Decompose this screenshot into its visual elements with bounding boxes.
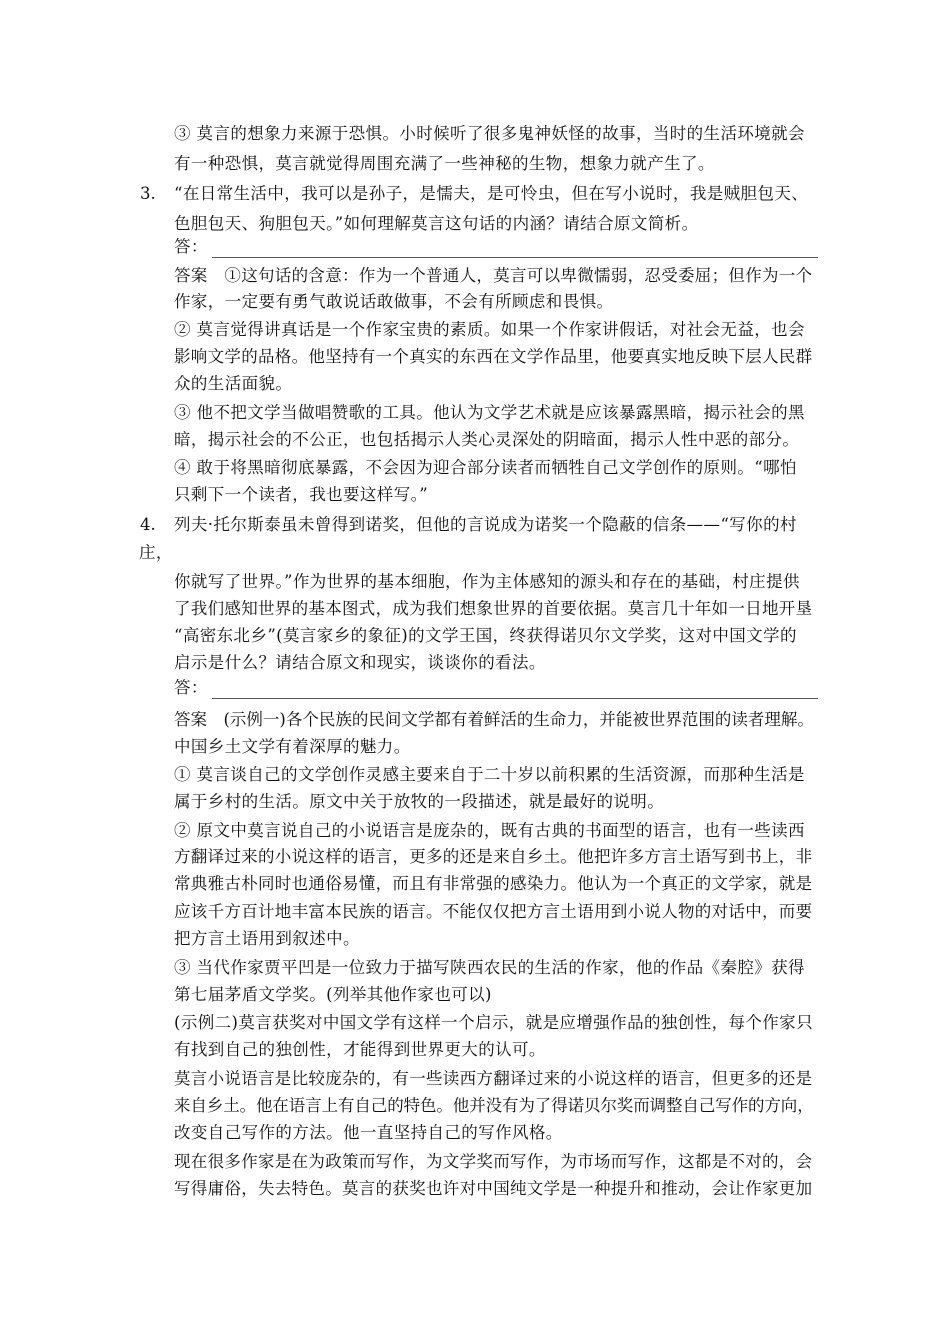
- question-4-line1: 列夫·托尔斯泰虽未曾得到诺奖，但他的言说成为诺奖一个隐蔽的信条——“写你的村: [174, 515, 797, 534]
- question-4-line4: “高密东北乡”(莫言家乡的象征)的文学王国，终获得诺贝尔文学奖，这对中国文学的: [174, 626, 797, 645]
- q3-answer-line: 影响文学的品格。他坚持有一个真实的东西在文学作品里，他要真实地反映下层人民群: [174, 347, 813, 366]
- q3-answer-line: 答案 ①这句话的含意：作为一个普通人，莫言可以卑微懦弱，忍受委屈；但作为一个: [174, 266, 813, 285]
- question-3-number: 3.: [140, 184, 156, 203]
- answer-prompt: 答：: [174, 678, 208, 697]
- question-4-line5: 启示是什么？请结合原文和现实，谈谈你的看法。: [174, 653, 546, 672]
- q4-answer-line: 有找到自己的独创性，才能得到世界更大的认可。: [174, 1040, 546, 1059]
- q4-answer-line: 常典雅古朴同时也通俗易懂，而且有非常强的感染力。他认为一个真正的文学家，就是: [174, 874, 813, 893]
- q4-answer-line: 把方言土语用到叙述中。: [174, 929, 360, 948]
- answer-blank-line: [212, 243, 818, 258]
- q4-answer-line: 方翻译过来的小说这样的语言，更多的还是来自乡土。他把许多方言土语写到书上，非: [174, 847, 813, 866]
- q4-answer-line: (示例二)莫言获奖对中国文学有这样一个启示，就是应增强作品的独创性，每个作家只: [174, 1013, 813, 1032]
- question-3-line2: 色胆包天、狗胆包天。”如何理解莫言这句话的内涵？请结合原文简析。: [174, 214, 699, 233]
- answer-blank-line: [212, 684, 818, 699]
- q4-answer-line: 来自乡土。他在语言上有自己的特色。他并没有为了得诺贝尔奖而调整自己写作的方向，: [174, 1096, 814, 1115]
- q4-answer-line: ③ 当代作家贾平凹是一位致力于描写陕西农民的生活的作家，他的作品《秦腔》获得: [174, 958, 805, 977]
- question-4-line2: 你就写了世界。”作为世界的基本细胞，作为主体感知的源头和存在的基础，村庄提供: [174, 572, 800, 591]
- question-4-number: 4.: [140, 515, 156, 534]
- q3-answer-line: ④ 敢于将黑暗彻底暴露，不会因为迎合部分读者而牺牲自己文学创作的原则。“哪怕: [174, 458, 797, 477]
- q4-answer-line: 莫言小说语言是比较庞杂的，有一些读西方翻译过来的小说这样的语言，但更多的还是: [174, 1069, 813, 1088]
- question-3-answer-field[interactable]: [174, 236, 818, 258]
- q3-answer-line: 只剩下一个读者，我也要这样写。”: [174, 485, 429, 504]
- q2-point3-line2: 有一种恐惧，莫言就觉得周围充满了一些神秘的生物，想象力就产生了。: [174, 154, 715, 173]
- q2-point3-line1: ③ 莫言的想象力来源于恐惧。小时候听了很多鬼神妖怪的故事，当时的生活环境就会: [174, 124, 805, 143]
- question-4-answer-field[interactable]: [174, 677, 818, 699]
- q4-answer-line: 应该千方百计地丰富本民族的语言。不能仅仅把方言土语用到小说人物的对话中，而要: [174, 902, 813, 921]
- q3-answer-line: ③ 他不把文学当做唱赞歌的工具。他认为文学艺术就是应该暴露黑暗，揭示社会的黑: [174, 403, 805, 422]
- q4-answer-line: ① 莫言谈自己的文学创作灵感主要来自于二十岁以前积累的生活资源，而那种生活是: [174, 765, 805, 784]
- q3-answer-line: 作家，一定要有勇气敢说话敢做事，不会有所顾虑和畏惧。: [174, 292, 614, 311]
- question-4-line3: 了我们感知世界的基本图式，成为我们想象世界的首要依据。莫言几十年如一日地开垦: [174, 599, 813, 618]
- q4-answer-line: 写得庸俗，失去特色。莫言的获奖也许对中国纯文学是一种提升和推动，会让作家更加: [174, 1179, 813, 1198]
- q4-answer-line: ② 原文中莫言说自己的小说语言是庞杂的，既有古典的书面型的语言，也有一些读西: [174, 821, 805, 840]
- q4-answer-line: 改变自己写作的方法。他一直坚持自己的写作风格。: [174, 1123, 563, 1142]
- q4-answer-line: 第七届茅盾文学奖。(列举其他作家也可以): [174, 985, 492, 1004]
- q4-answer-line: 答案 (示例一)各个民族的民间文学都有着鲜活的生命力，并能被世界范围的读者理解。: [174, 710, 814, 729]
- q4-answer-line: 现在很多作家是在为政策而写作，为文学奖而写作，为市场而写作，这都是不对的，会: [174, 1152, 813, 1171]
- q3-answer-line: 众的生活面貌。: [174, 374, 293, 393]
- question-4-line1-wrap: 庄，: [139, 543, 173, 562]
- q3-answer-line: 暗，揭示社会的不公正，也包括揭示人类心灵深处的阴暗面，揭示人性中恶的部分。: [174, 430, 800, 449]
- q4-answer-line: 中国乡土文学有着深厚的魅力。: [174, 737, 411, 756]
- question-3-line1: “在日常生活中，我可以是孙子，是懦夫，是可怜虫，但在写小说时，我是贼胆包天、: [174, 184, 809, 203]
- q4-answer-line: 属于乡村的生活。原文中关于放牧的一段描述，就是最好的说明。: [174, 792, 665, 811]
- q3-answer-line: ② 莫言觉得讲真话是一个作家宝贵的素质。如果一个作家讲假话，对社会无益，也会: [174, 320, 805, 339]
- answer-prompt: 答：: [174, 237, 208, 256]
